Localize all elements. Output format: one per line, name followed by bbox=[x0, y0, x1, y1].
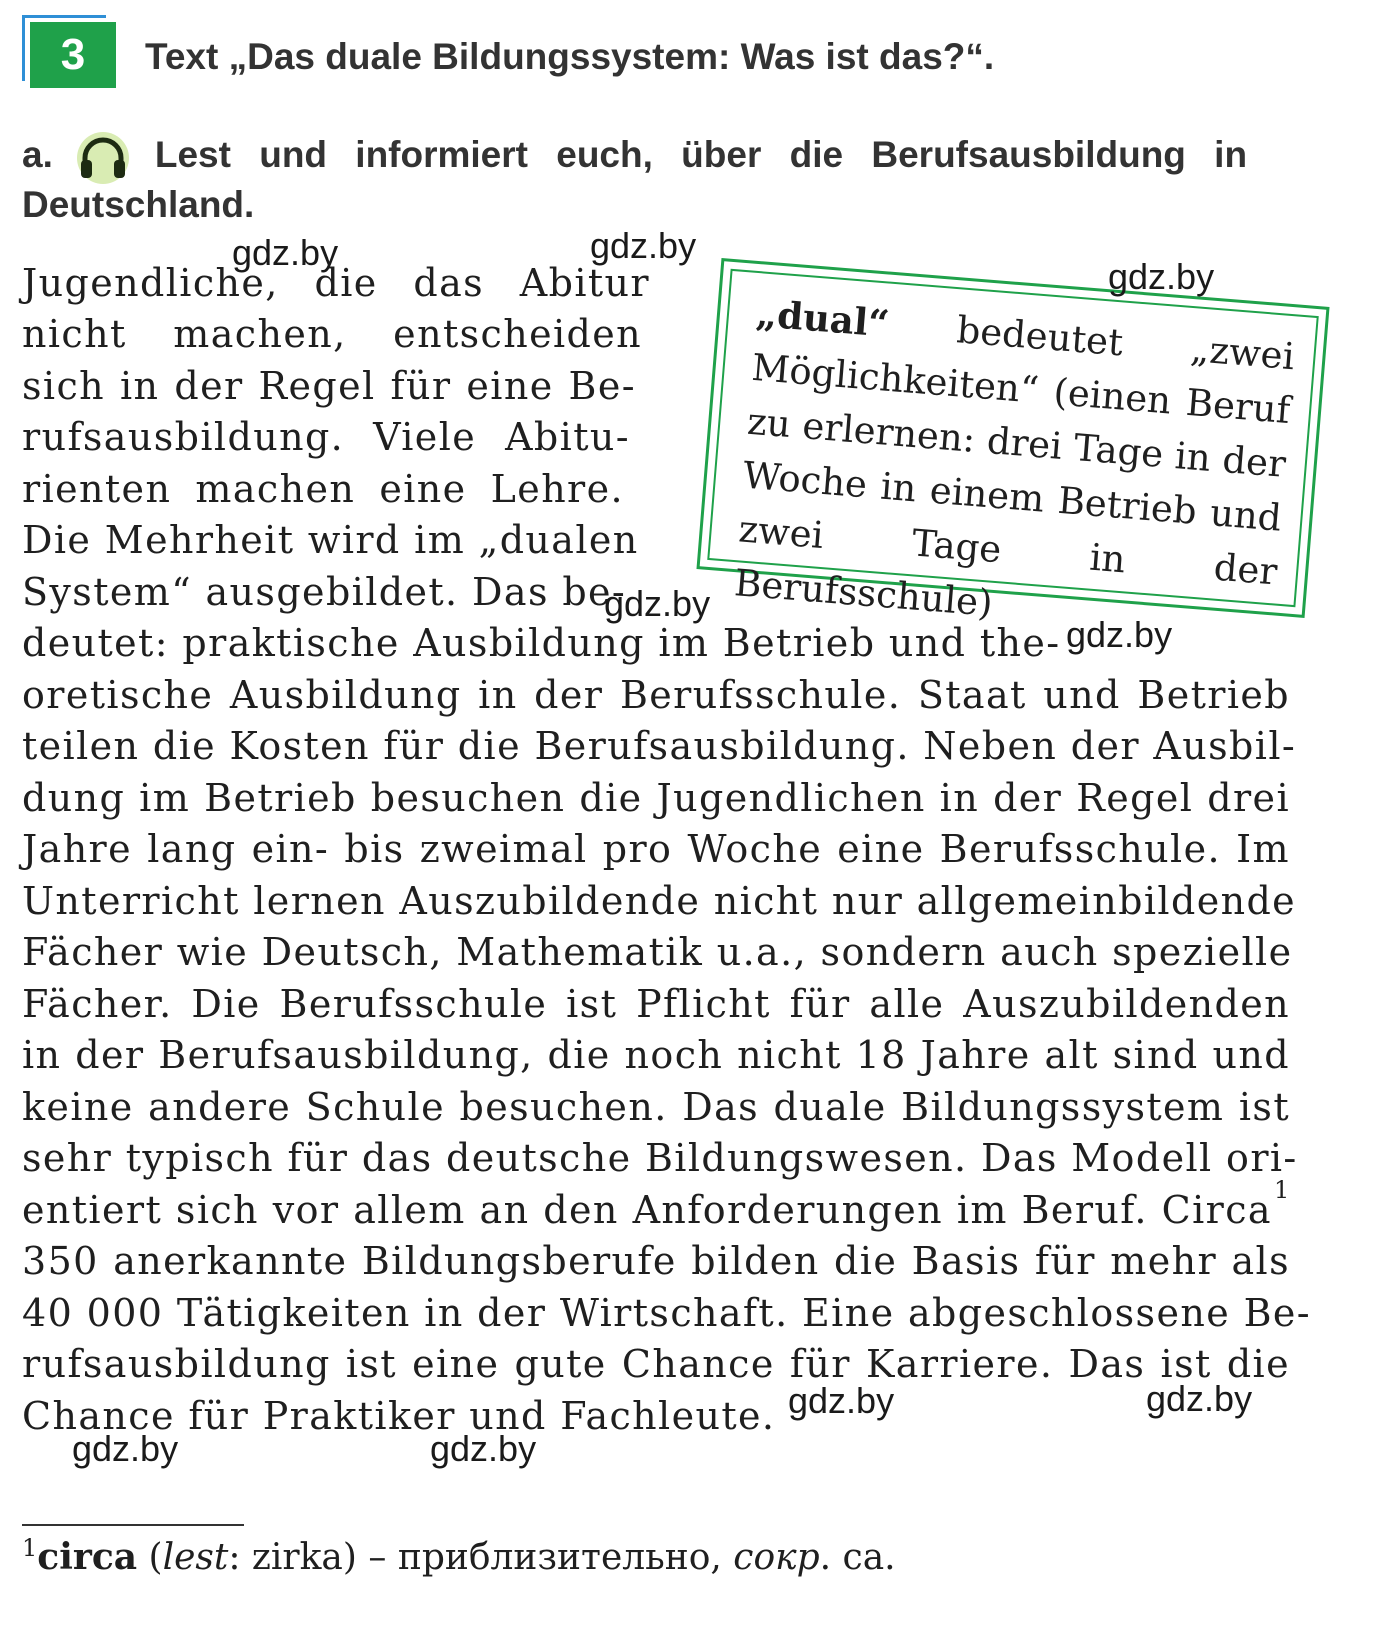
definition-body: bedeutet „zwei Möglichkeiten“ (einen Beruf zu erlernen: drei Tage in der Woche in einem Betrieb und zwei Tage in der Berufsschule) bbox=[732, 302, 1297, 625]
watermark: gdz.by bbox=[604, 583, 711, 624]
footnote-abbr-value: . са. bbox=[819, 1537, 896, 1578]
body-line: keine andere Schule besuchen. Das duale Bildungssystem ist bbox=[22, 1085, 1290, 1129]
headphones-icon[interactable] bbox=[73, 130, 133, 180]
body-line: in der Berufsausbildung, die noch nicht 18 Jahre alt sind und bbox=[22, 1033, 1290, 1077]
footnote-lest: lest bbox=[162, 1537, 229, 1578]
task-text: Lest und informiert euch, über die Berufsausbildung in bbox=[154, 134, 1248, 175]
body-line: Die Mehrheit wird im „dualen bbox=[22, 518, 639, 562]
footnote-marker: 1 bbox=[1274, 1176, 1291, 1204]
watermark: gdz.by bbox=[788, 1380, 895, 1421]
body-line: 350 anerkannte Bildungsberufe bilden die Basis für mehr als bbox=[22, 1239, 1290, 1283]
footnote bbox=[22, 1534, 896, 1578]
body-line: 40 000 Tätigkeiten in der Wirtschaft. Eine abgeschlossene Be- bbox=[22, 1291, 1312, 1335]
watermark: gdz.by bbox=[1108, 256, 1215, 297]
watermark: gdz.by bbox=[1146, 1378, 1253, 1419]
task-instruction bbox=[22, 130, 1357, 225]
exercise-number-badge: 3 bbox=[30, 22, 116, 88]
body-line: Unterricht lernen Auszubildende nicht nur allgemeinbildende bbox=[22, 879, 1297, 923]
body-line: rufsausbildung ist eine gute Chance für Karriere. Das ist die bbox=[22, 1342, 1290, 1386]
footnote-word: circa bbox=[37, 1536, 138, 1578]
body-line: nicht machen, entscheiden bbox=[22, 312, 642, 356]
footnote-number: 1 bbox=[22, 1534, 38, 1562]
body-line: System“ ausgebildet. Das be- bbox=[22, 570, 627, 614]
watermark: gdz.by bbox=[232, 232, 339, 273]
body-line: Fächer. Die Berufsschule ist Pflicht für alle Auszubildenden bbox=[22, 982, 1290, 1026]
body-line: deutet: praktische Ausbildung im Betrieb und the- bbox=[22, 621, 1061, 665]
task-letter: a. bbox=[22, 134, 53, 175]
body-line: entiert sich vor allem an den Anforderungen im Beruf. Circa bbox=[22, 1188, 1272, 1232]
body-line: Jugendliche, die das Abitur bbox=[22, 261, 650, 305]
exercise-title: Text „Das duale Bildungssystem: Was ist das?“. bbox=[145, 36, 995, 77]
body-line: dung im Betrieb besuchen die Jugendlichen in der Regel drei bbox=[22, 776, 1290, 820]
task-text-line-2: Deutschland. bbox=[22, 184, 255, 225]
footnote-abbr: сокр bbox=[733, 1537, 820, 1578]
footnote-reading: : zirka) – приблизительно, bbox=[228, 1537, 734, 1578]
watermark: gdz.by bbox=[430, 1428, 537, 1469]
definition-box bbox=[696, 258, 1329, 625]
watermark: gdz.by bbox=[590, 225, 697, 266]
body-line: Chance für Praktiker und Fachleute. bbox=[22, 1394, 776, 1438]
body-line: oretische Ausbildung in der Berufsschule. Staat und Betrieb bbox=[22, 673, 1290, 717]
body-line: teilen die Kosten für die Berufsausbildung. Neben der Ausbil- bbox=[22, 724, 1297, 768]
body-line: rufsausbildung. Viele Abitu- bbox=[22, 415, 630, 459]
body-line: Fächer wie Deutsch, Mathematik u.a., sondern auch spezielle bbox=[22, 930, 1293, 974]
watermark: gdz.by bbox=[1066, 614, 1173, 655]
body-line: sich in der Regel für eine Be- bbox=[22, 364, 636, 408]
footnote-rule bbox=[22, 1524, 244, 1526]
body-line: sehr typisch für das deutsche Bildungswesen. Das Modell ori- bbox=[22, 1136, 1298, 1180]
definition-text bbox=[732, 286, 1296, 653]
body-line: Jahre lang ein- bis zweimal pro Woche eine Berufsschule. Im bbox=[22, 827, 1290, 871]
footnote-paren: ( bbox=[137, 1537, 163, 1578]
watermark: gdz.by bbox=[72, 1428, 179, 1469]
definition-term: „dual“ bbox=[754, 291, 891, 346]
body-line: rienten machen eine Lehre. bbox=[22, 467, 624, 511]
